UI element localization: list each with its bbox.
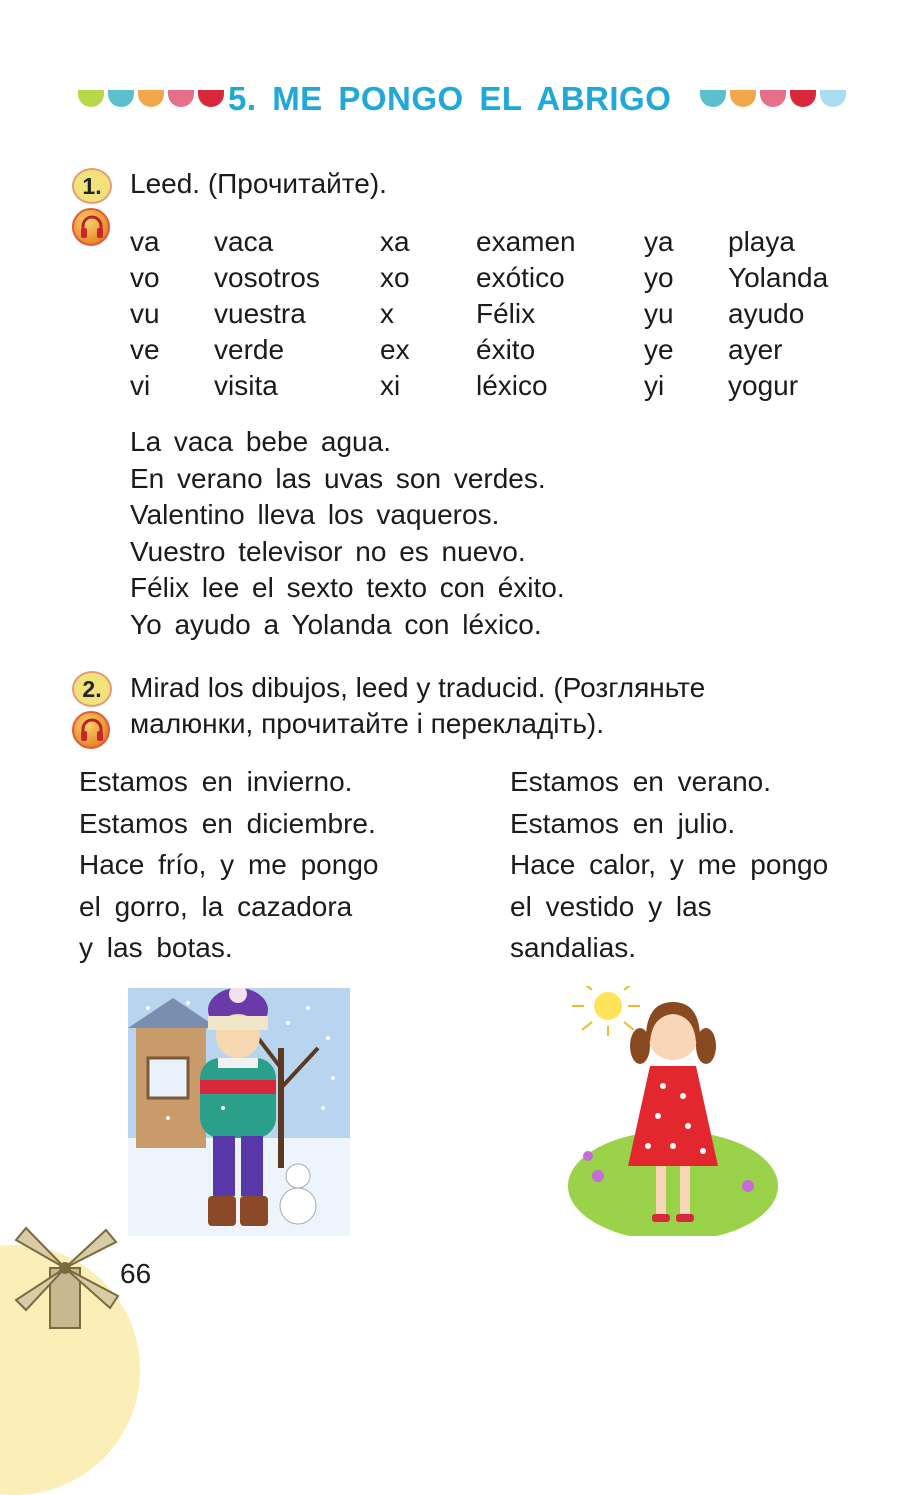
word-cell: verde	[214, 334, 285, 365]
sentence-line: Félix lee el sexto texto con éxito.	[130, 572, 565, 603]
syllable-cell: yo	[644, 262, 674, 293]
winter-line: el gorro, la cazadora	[79, 890, 353, 922]
word-cell: ayer	[728, 334, 783, 365]
decorative-drop	[730, 90, 756, 107]
winter-boy-illustration	[128, 988, 350, 1236]
syllable-cell: x	[380, 298, 394, 329]
sentence-line: En verano las uvas son verdes.	[130, 462, 546, 494]
summer-girl-illustration	[568, 986, 778, 1236]
word-cell: visita	[214, 370, 278, 401]
sentence-line: Vuestro televisor no es nuevo.	[130, 535, 526, 567]
syllable-cell: ex	[380, 334, 410, 365]
headphones-audio-icon[interactable]	[72, 208, 110, 246]
decorative-drops-left	[78, 90, 224, 107]
summer-line: Estamos en verano.	[510, 766, 772, 797]
instruction-line: Mirad los dibujos, leed y traducid. (Розгляньте	[130, 672, 706, 703]
decorative-drop	[108, 90, 134, 107]
decorative-drop	[198, 90, 224, 107]
syllable-cell: xi	[380, 370, 401, 401]
syllable-cell: vi	[130, 370, 151, 401]
word-cell: vuestra	[214, 298, 306, 329]
winter-text	[79, 761, 378, 969]
word-cell: ayudo	[728, 298, 805, 329]
winter-line: Hace frío, y me pongo	[79, 849, 379, 880]
word-cell: Félix	[476, 298, 536, 329]
sentence-line: Valentino lleva los vaqueros.	[130, 499, 500, 530]
syllable-cell: ve	[130, 334, 160, 365]
instruction-line: малюнки, прочитайте і перекладіть).	[130, 708, 605, 739]
syllable-cell: vo	[130, 262, 160, 293]
decorative-drop	[790, 90, 816, 107]
headphones-audio-icon[interactable]	[72, 711, 110, 749]
word-cell: Yolanda	[728, 262, 829, 293]
syllable-cell: yi	[644, 370, 665, 401]
word-cell: léxico	[476, 370, 548, 401]
syllable-cell: ye	[644, 334, 674, 365]
syllable-cell: ya	[644, 226, 674, 257]
chapter-title: 5. ME PONGO EL ABRIGO	[228, 80, 672, 117]
decorative-drop	[760, 90, 786, 107]
sentence-line: La vaca bebe agua.	[130, 426, 391, 457]
exercise-1-sentences	[130, 424, 565, 643]
chapter-header	[78, 80, 848, 120]
winter-line: y las botas.	[79, 932, 233, 963]
sentence-line: Yo ayudo a Yolanda con léxico.	[130, 608, 542, 640]
syllable-cell: xa	[380, 226, 410, 257]
windmill-icon	[6, 1218, 126, 1338]
word-cell: vaca	[214, 226, 274, 257]
winter-line: Estamos en diciembre.	[79, 807, 376, 839]
summer-line: Hace calor, y me pongo	[510, 849, 829, 880]
syllable-cell: xo	[380, 262, 410, 293]
word-cell: vosotros	[214, 262, 320, 293]
exercise-2-instruction	[130, 670, 705, 742]
syllable-cell: vu	[130, 298, 160, 329]
word-cell: éxito	[476, 334, 536, 365]
winter-line: Estamos en invierno.	[79, 766, 353, 797]
summer-line: sandalias.	[510, 932, 637, 963]
word-cell: playa	[728, 226, 795, 257]
exercise-2-number: 2.	[72, 671, 112, 707]
page-number: 66	[120, 1258, 152, 1289]
word-cell: exótico	[476, 262, 565, 293]
decorative-drop	[168, 90, 194, 107]
decorative-drops-right	[700, 90, 846, 107]
decorative-drop	[78, 90, 104, 107]
decorative-drop	[138, 90, 164, 107]
syllable-cell: yu	[644, 298, 674, 329]
exercise-1-number: 1.	[72, 168, 112, 204]
word-cell: yogur	[728, 370, 799, 401]
decorative-drop	[700, 90, 726, 107]
exercise-1-instruction: Leed. (Прочитайте).	[130, 168, 387, 199]
summer-text	[510, 761, 828, 969]
decorative-drop	[820, 90, 846, 107]
word-cell: examen	[476, 226, 576, 257]
syllable-cell: va	[130, 226, 160, 257]
summer-line: el vestido y las	[510, 890, 712, 922]
summer-line: Estamos en julio.	[510, 807, 736, 839]
